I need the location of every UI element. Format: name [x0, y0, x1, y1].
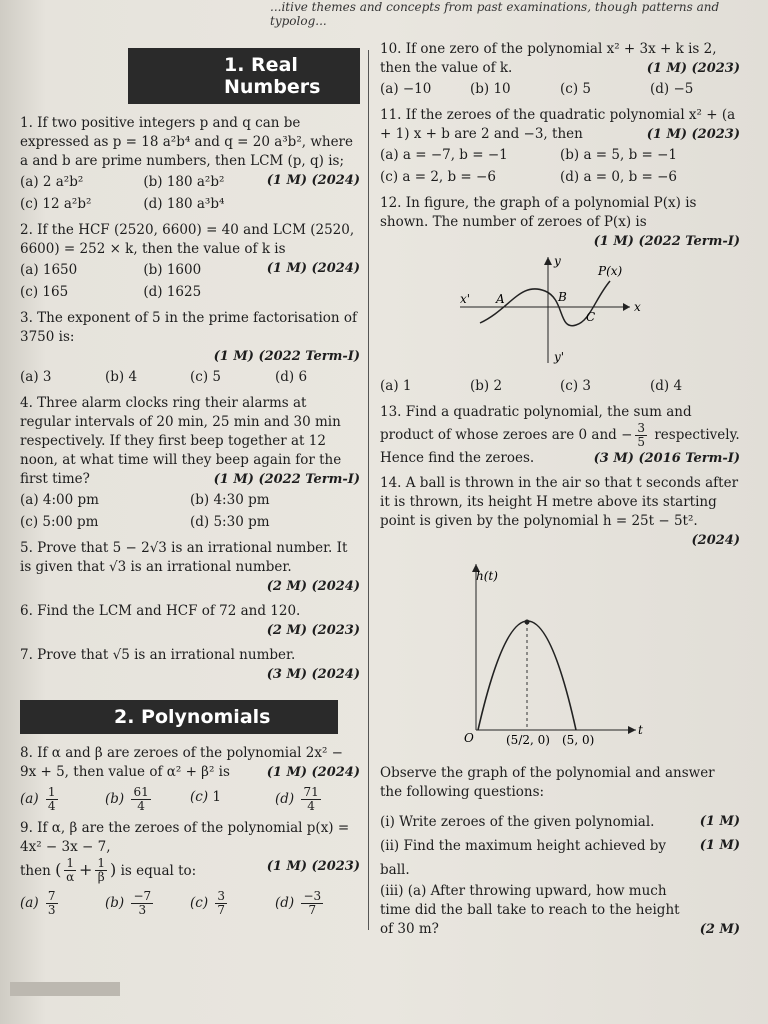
frac-denominator: 5: [637, 435, 646, 449]
y-prime-label: y': [554, 350, 565, 364]
right-column: [380, 40, 740, 945]
options: [20, 366, 360, 388]
question-8: [20, 744, 360, 813]
option-b[interactable]: (b) a = 5, b = −1: [560, 147, 678, 163]
curve-label: P(x): [598, 264, 623, 278]
option-b[interactable]: (b) 180 a²b²: [143, 174, 225, 190]
option-b[interactable]: (b) $\frac{61}{4}$: [105, 785, 149, 813]
option-b[interactable]: (b) 2: [470, 378, 503, 394]
question-text: 3. The exponent of 5 in the prime factorisation of 3750 is:: [20, 310, 357, 345]
options: [20, 890, 360, 917]
option-d[interactable]: (d) 5:30 pm: [190, 514, 270, 530]
option-c[interactable]: (c) 5: [560, 81, 591, 97]
left-column: [20, 46, 360, 923]
mark-label: (1 M) (2024): [266, 261, 360, 276]
question-4: [20, 394, 360, 533]
question-1: [20, 114, 360, 215]
mark-label: (1 M) (2024): [266, 765, 360, 780]
option-d[interactable]: (d) $\frac{71}{4}$: [275, 785, 319, 813]
x-label: t: [638, 723, 643, 737]
option-c[interactable]: (c) 165: [20, 284, 69, 300]
question-text: 12. In figure, the graph of a polynomial P(x) is shown. The number of zeroes of P(x) is: [380, 195, 697, 230]
point-label-1: (5/2, 0): [506, 733, 550, 747]
options: [20, 489, 360, 533]
option-a[interactable]: (a) a = −7, b = −1: [380, 147, 508, 163]
mark-label: (2024): [691, 533, 740, 548]
option-d[interactable]: (d) 4: [650, 378, 683, 394]
chapter-heading-real-numbers: 1. Real Numbers: [128, 48, 360, 104]
mark-label: (3 M) (2024): [266, 667, 360, 682]
mark-label: (1 M) (2022 Term-I): [213, 472, 360, 487]
question-text: 7. Prove that √5 is an irrational number.: [20, 647, 296, 663]
options: [20, 786, 360, 813]
height-graph-figure: [380, 550, 740, 750]
x-prime-label: x': [460, 292, 471, 306]
question-text: 9. If α, β are the zeroes of the polynomial p(x) = 4x² − 3x − 7,: [20, 820, 350, 855]
option-a[interactable]: (a) 1: [380, 378, 412, 394]
option-d[interactable]: (d) $\frac{-3}{7}$: [275, 889, 322, 917]
option-d[interactable]: (d) 180 a³b⁴: [143, 196, 225, 212]
mark-label: (1 M) (2022 Term-I): [593, 234, 740, 249]
option-d[interactable]: (d) −5: [650, 81, 694, 97]
option-d[interactable]: (d) 1625: [143, 284, 202, 300]
mark-label: (1 M) (2023): [646, 61, 740, 76]
question-text: 5. Prove that 5 − 2√3 is an irrational number. It is given that √3 is an irrational number.: [20, 540, 348, 575]
question-2: [20, 221, 360, 303]
y-arrow: [544, 257, 552, 265]
point-c-label: C: [586, 310, 596, 324]
column-divider: [368, 50, 369, 930]
mark-label: (1 M) (2023): [266, 859, 360, 874]
x-label: x: [634, 300, 641, 314]
question-13: [380, 403, 740, 468]
polynomial-graph-figure: [380, 251, 740, 369]
options: [380, 144, 740, 188]
question-6: [20, 602, 360, 640]
mark-label: (2 M) (2023): [266, 623, 360, 638]
x-arrow: [623, 303, 630, 311]
then-label: then: [20, 863, 51, 879]
option-c[interactable]: (c) 3: [560, 378, 591, 394]
option-a[interactable]: (a) $\frac{7}{3}$: [20, 889, 56, 917]
question-text: 14. A ball is thrown in the air so that t seconds after it is thrown, its height H metre above its starting point is given by the polynomial h = 25t − 5t².: [380, 475, 739, 529]
option-a[interactable]: (a) 3: [20, 369, 52, 385]
sub-question-ii: (ii) Find the maximum height achieved by ball. (1 M): [380, 838, 741, 878]
option-c[interactable]: (c) a = 2, b = −6: [380, 169, 496, 185]
mark-label: (2 M) (2024): [266, 579, 360, 594]
options: [20, 259, 267, 303]
y-label: y: [554, 254, 561, 268]
mark-label: (1 M) (2022 Term-I): [213, 349, 360, 364]
question-14: [380, 474, 740, 939]
header-strip: ...itive themes and concepts from past examinations, though patterns and typolog...: [270, 0, 720, 28]
question-text: 2. If the HCF (2520, 6600) = 40 and LCM (2520, 6600) = 252 × k, then the value of k is: [20, 222, 355, 257]
sub-questions: [380, 810, 740, 939]
sub-question-iii: (iii) (a) After throwing upward, how much time did the ball take to reach to the height of 30 m? (2 M): [380, 883, 740, 937]
origin-label: O: [464, 731, 474, 745]
question-text: 11. If the zeroes of the quadratic polynomial x² + (a + 1) x + b are 2 and −3, then: [380, 107, 736, 142]
question-10: [380, 40, 740, 100]
option-c[interactable]: (c) 5:00 pm: [20, 514, 99, 530]
option-d[interactable]: (d) a = 0, b = −6: [560, 169, 678, 185]
question-11: [380, 106, 740, 188]
footer-logo-strip: [10, 982, 120, 996]
option-c[interactable]: (c) 12 a²b²: [20, 196, 92, 212]
expression: ( $\frac{1}{\alpha}$ + $\frac{1}{\beta}$ ): [55, 856, 117, 884]
question-7: [20, 646, 360, 684]
option-c[interactable]: (c) $\frac{3}{7}$: [190, 889, 226, 917]
vertex-point: [525, 620, 530, 625]
option-a[interactable]: (a) 1650: [20, 262, 78, 278]
question-9: [20, 819, 360, 917]
option-d[interactable]: (d) 6: [275, 369, 308, 385]
option-b[interactable]: (b) 4: [105, 369, 138, 385]
option-a[interactable]: (a) −10: [380, 81, 432, 97]
chapter-heading-polynomials: 2. Polynomials: [20, 700, 338, 734]
option-a[interactable]: (a) $\frac{1}{4}$: [20, 785, 56, 813]
question-text: 6. Find the LCM and HCF of 72 and 120.: [20, 603, 301, 619]
option-b[interactable]: (b) $\frac{-7}{3}$: [105, 889, 152, 917]
question-text: 13. Find a quadratic polynomial, the sum and product of whose zeroes are 0 and: [380, 404, 692, 443]
y-label: h(t): [476, 569, 498, 583]
question-5: [20, 539, 360, 596]
question-text: 10. If one zero of the polynomial x² + 3x + k is 2, then the value of k.: [380, 41, 717, 76]
x-arrow: [628, 726, 636, 734]
frac-numerator: 3: [637, 421, 646, 435]
option-a[interactable]: (a) 4:00 pm: [20, 492, 99, 508]
options: [20, 171, 267, 215]
option-a[interactable]: (a) 2 a²b²: [20, 174, 84, 190]
options: [380, 78, 740, 100]
option-c[interactable]: (c) 1: [190, 789, 221, 805]
question-3: [20, 309, 360, 388]
expression-tail: is equal to:: [120, 863, 197, 879]
question-text: 1. If two positive integers p and q can be expressed as p = 18 a²b⁴ and q = 20 a³b², where a and b are prime numbers, then LCM (p, q) is;: [20, 115, 354, 169]
options: [380, 375, 740, 397]
option-c[interactable]: (c) 5: [190, 369, 221, 385]
question-text: 8. If α and β are zeroes of the polynomial 2x² − 9x + 5, then value of α² + β² is: [20, 745, 343, 780]
point-a-label: A: [496, 292, 505, 306]
question-12: [380, 194, 740, 397]
option-b[interactable]: (b) 1600: [143, 262, 202, 278]
observe-text: Observe the graph of the polynomial and answer the following questions:: [380, 765, 715, 800]
question-text: 4. Three alarm clocks ring their alarms at regular intervals of 20 min, 25 min and 30 min respectively. If they first beep together at 12 noon, at what time will they beep again for the first time?: [20, 395, 342, 487]
mark-label: (1 M) (2023): [646, 127, 740, 142]
mark-label: (3 M) (2016 Term-I): [593, 451, 740, 466]
sub-question-i: (i) Write zeroes of the given polynomial. (1 M): [380, 814, 740, 830]
option-b[interactable]: (b) 10: [470, 81, 511, 97]
option-b[interactable]: (b) 4:30 pm: [190, 492, 270, 508]
question-tail: respectively. Hence find the zeroes.: [380, 427, 740, 466]
point-label-2: (5, 0): [562, 733, 595, 747]
point-b-label: B: [558, 290, 567, 304]
minus-sign: −: [621, 427, 633, 443]
mark-label: (1 M) (2024): [266, 173, 360, 188]
